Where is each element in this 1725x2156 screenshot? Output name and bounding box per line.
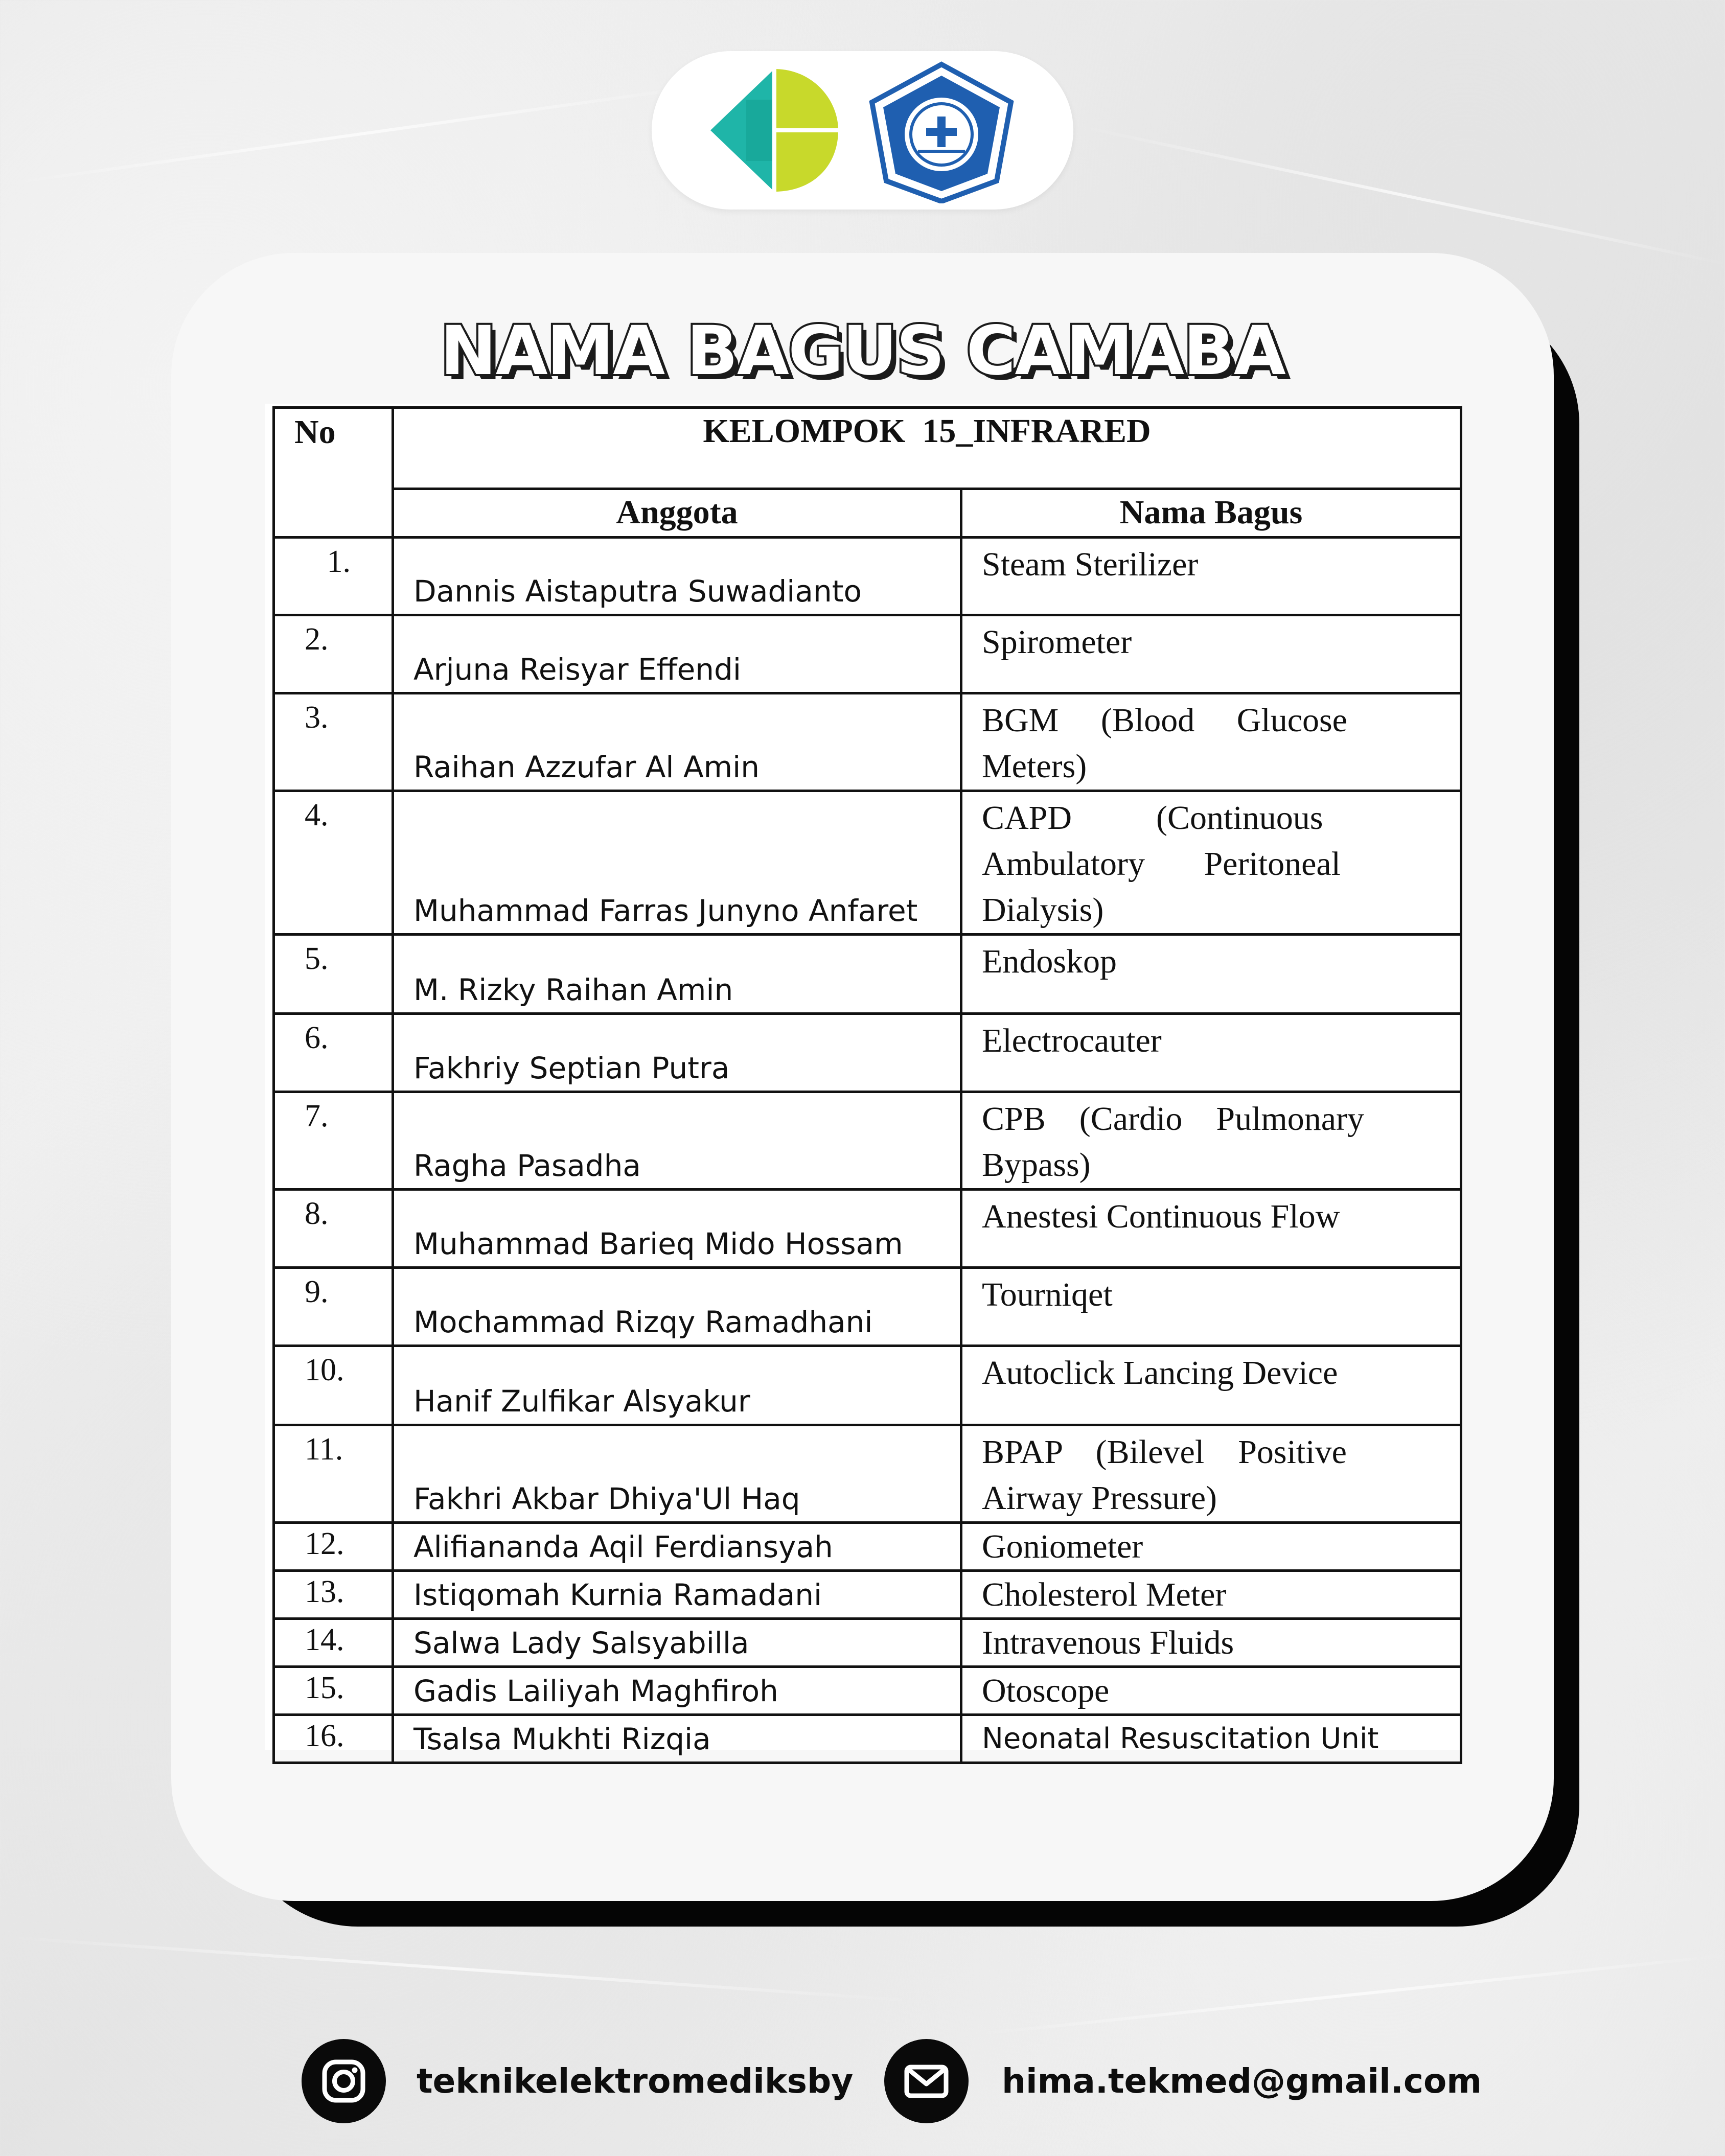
row-number: 16.: [274, 1715, 393, 1763]
device-header: Nama Bagus: [961, 489, 1461, 538]
table-row: [274, 1190, 1461, 1268]
page-title: NAMA BAGUS CAMABA: [440, 312, 1285, 390]
device-name: Endoskop: [961, 935, 1461, 1014]
row-number: 6.: [274, 1014, 393, 1092]
mail-icon[interactable]: [884, 2039, 969, 2123]
mail-glyph: [884, 2039, 969, 2123]
table-row: [274, 1268, 1461, 1346]
instagram-icon[interactable]: [302, 2039, 386, 2123]
table-row: [274, 1014, 1461, 1092]
table-row: [274, 935, 1461, 1014]
device-name: Intravenous Fluids: [961, 1619, 1461, 1667]
email-address[interactable]: hima.tekmed@gmail.com: [1002, 2061, 1482, 2101]
table-row: [274, 1715, 1461, 1763]
device-name: Anestesi Continuous Flow: [961, 1190, 1461, 1268]
device-name-line: Ambulatory Peritoneal: [982, 845, 1341, 883]
device-name: Autoclick Lancing Device: [961, 1346, 1461, 1425]
row-number: 2.: [274, 615, 393, 693]
device-name: Electrocauter: [961, 1014, 1461, 1092]
device-name: Spirometer: [961, 615, 1461, 693]
table-row: [274, 1425, 1461, 1523]
device-name: Tourniqet: [961, 1268, 1461, 1346]
table-row: [274, 538, 1461, 615]
device-name-line: BPAP (Bilevel Positive: [982, 1433, 1347, 1471]
row-number: 12.: [274, 1523, 393, 1571]
member-name: Muhammad Farras Junyno Anfaret: [393, 791, 961, 935]
device-name-line: Bypass): [982, 1146, 1091, 1184]
row-number: 9.: [274, 1268, 393, 1346]
table-row: [274, 791, 1461, 935]
device-name: Cholesterol Meter: [961, 1571, 1461, 1619]
table-row: [274, 1667, 1461, 1715]
kemenkes-logo: [710, 69, 838, 192]
member-name: Fakhriy Septian Putra: [393, 1014, 961, 1092]
row-number: 1.: [274, 538, 393, 615]
device-name: [961, 1092, 1461, 1190]
row-number: 3.: [274, 693, 393, 791]
table-row: [274, 1523, 1461, 1571]
device-name: [961, 791, 1461, 935]
member-name: Alifiananda Aqil Ferdiansyah: [393, 1523, 961, 1571]
table-row: [274, 1092, 1461, 1190]
row-number: 14.: [274, 1619, 393, 1667]
device-name: Neonatal Resuscitation Unit: [961, 1715, 1461, 1763]
device-name-line: CAPD (Continuous: [982, 799, 1323, 837]
instagram-handle[interactable]: teknikelektromediksby: [417, 2061, 854, 2101]
table-header-row: [274, 408, 1461, 489]
member-name: Gadis Lailiyah Maghfiroh: [393, 1667, 961, 1715]
device-name-line: BGM (Blood Glucose: [982, 702, 1347, 739]
member-name: Tsalsa Mukhti Rizqia: [393, 1715, 961, 1763]
instagram-glyph: [302, 2039, 386, 2123]
device-name: [961, 1425, 1461, 1523]
device-name: Otoscope: [961, 1667, 1461, 1715]
table-row: [274, 615, 1461, 693]
table-row: [274, 1571, 1461, 1619]
device-name: [961, 693, 1461, 791]
member-name: Salwa Lady Salsyabilla: [393, 1619, 961, 1667]
member-name: Istiqomah Kurnia Ramadani: [393, 1571, 961, 1619]
row-number: 7.: [274, 1092, 393, 1190]
device-name-line: Meters): [982, 748, 1087, 785]
member-name: Hanif Zulfikar Alsyakur: [393, 1346, 961, 1425]
row-number: 5.: [274, 935, 393, 1014]
device-name-line: Airway Pressure): [982, 1479, 1217, 1517]
row-number: 13.: [274, 1571, 393, 1619]
table-subheader-row: [274, 489, 1461, 538]
paper-crease: [1080, 125, 1725, 266]
member-name: Arjuna Reisyar Effendi: [393, 615, 961, 693]
paper-crease: [973, 1953, 1725, 2036]
row-number: 4.: [274, 791, 393, 935]
member-name: Dannis Aistaputra Suwadianto: [393, 538, 961, 615]
row-number: 8.: [274, 1190, 393, 1268]
table-row: [274, 1346, 1461, 1425]
member-name: Mochammad Rizqy Ramadhani: [393, 1268, 961, 1346]
device-name: Steam Sterilizer: [961, 538, 1461, 615]
member-name: Muhammad Barieq Mido Hossam: [393, 1190, 961, 1268]
row-number: 15.: [274, 1667, 393, 1715]
row-number: 10.: [274, 1346, 393, 1425]
member-name: Raihan Azzufar Al Amin: [393, 693, 961, 791]
hima-logo: [869, 60, 1015, 203]
row-number: 11.: [274, 1425, 393, 1523]
member-name: Ragha Pasadha: [393, 1092, 961, 1190]
member-header: Anggota: [393, 489, 961, 538]
member-name: M. Rizky Raihan Amin: [393, 935, 961, 1014]
group-table: [272, 406, 1462, 1764]
no-header: No: [274, 408, 393, 538]
device-name-line: CPB (Cardio Pulmonary: [982, 1100, 1365, 1138]
paper-crease: [1, 1935, 919, 2003]
table-row: [274, 693, 1461, 791]
member-name: Fakhri Akbar Dhiya'Ul Haq: [393, 1425, 961, 1523]
device-name-line: Dialysis): [982, 891, 1104, 929]
table-row: [274, 1619, 1461, 1667]
group-header: KELOMPOK 15_INFRARED: [393, 408, 1461, 489]
device-name: Goniometer: [961, 1523, 1461, 1571]
paper-crease: [3, 83, 712, 186]
